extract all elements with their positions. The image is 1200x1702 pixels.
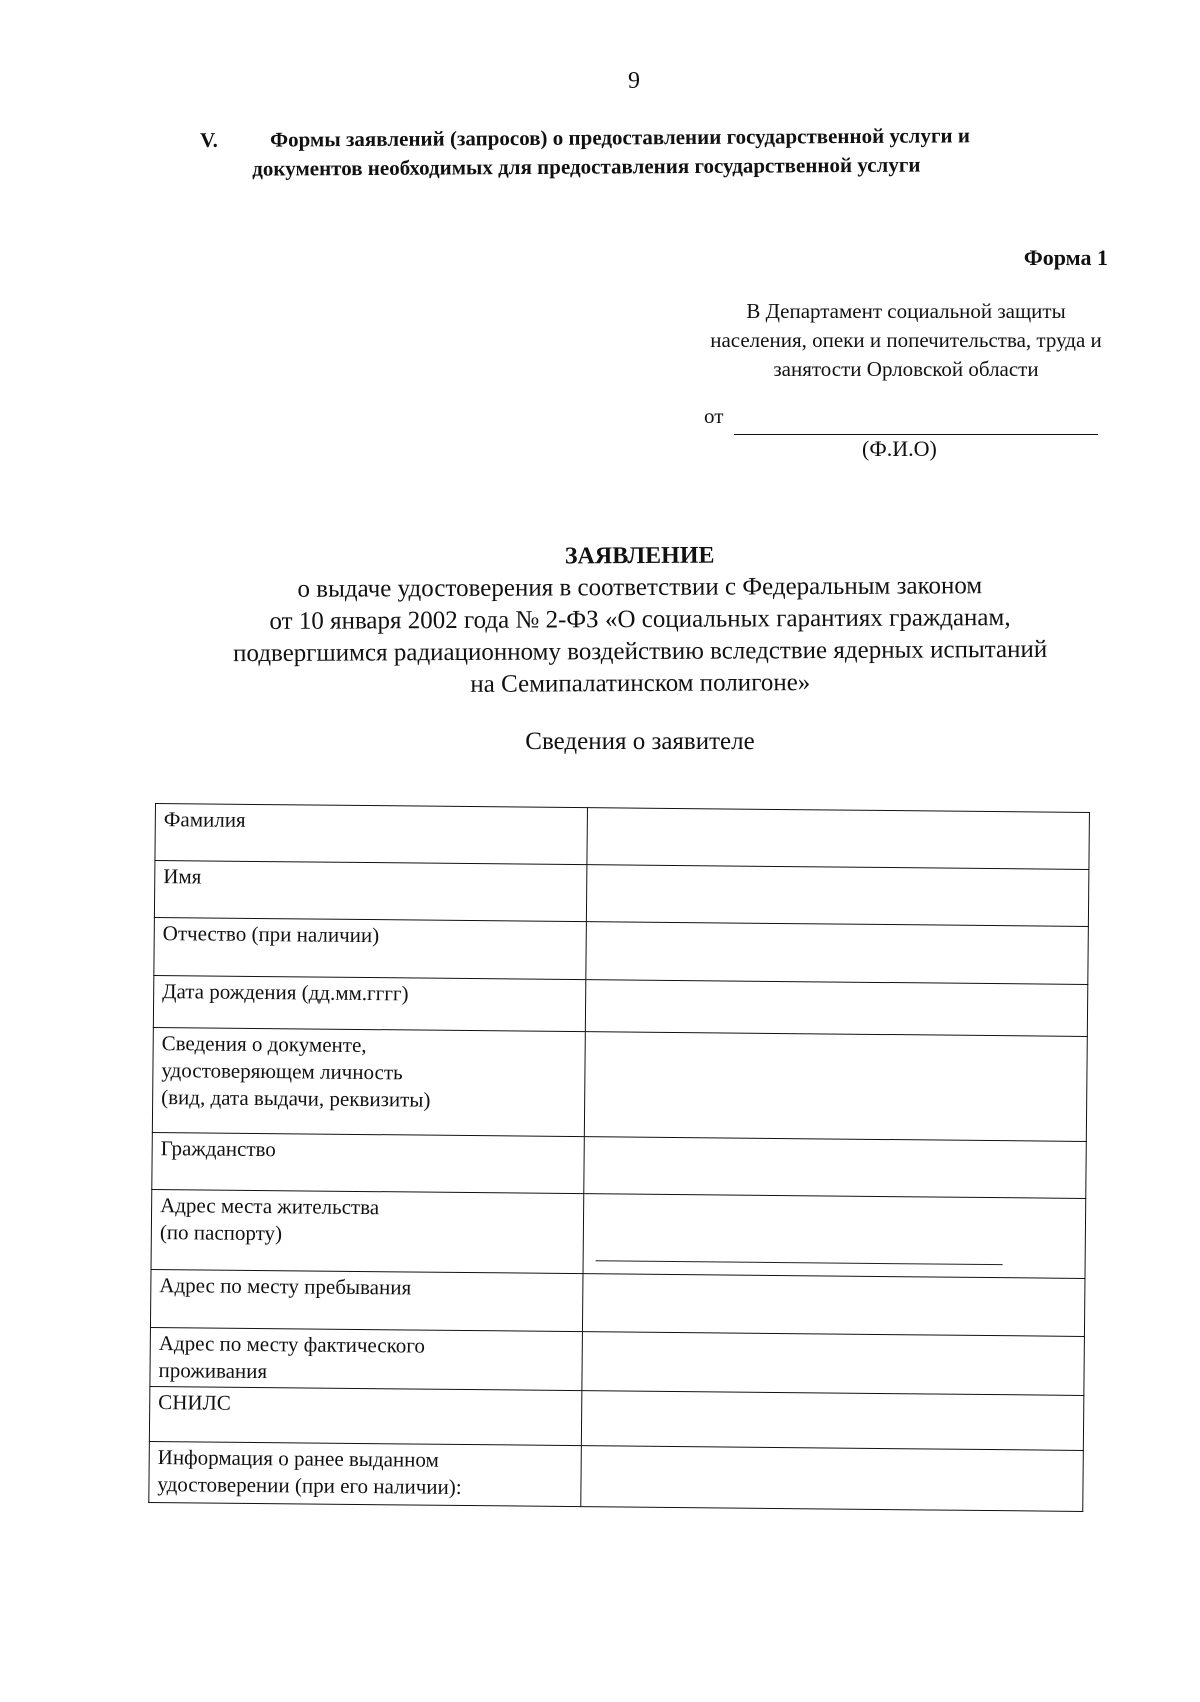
registration-address-label xyxy=(151,1189,584,1273)
birth-date-label: Дата рождения (дд.мм.гггг) xyxy=(153,975,585,1031)
identity-document-label-line-3: (вид, дата выдачи, реквизиты) xyxy=(161,1085,431,1112)
identity-document-field[interactable] xyxy=(584,1032,1087,1142)
actual-address-label-line-1: Адрес по месту фактического xyxy=(158,1331,426,1358)
previous-certificate-label-line-1: Информация о ранее выданном xyxy=(157,1445,439,1472)
actual-address-label xyxy=(150,1327,583,1390)
document-title xyxy=(140,537,1141,702)
table-row xyxy=(149,1386,1083,1450)
registration-address-field[interactable] xyxy=(583,1194,1086,1279)
section-title-line-2: документов необходимых для предоставления государственной услуги xyxy=(252,152,921,181)
title-line-2: от 10 января 2002 года № 2-ФЗ «О социальных гарантиях гражданам, xyxy=(269,604,1011,635)
surname-label: Фамилия xyxy=(155,804,588,865)
citizenship-label: Гражданство xyxy=(152,1132,585,1193)
snils-field[interactable] xyxy=(581,1391,1084,1451)
title-line-3: подвергшимся радиационному воздействию вследствие ядерных испытаний xyxy=(233,635,1048,668)
table-row xyxy=(154,861,1089,927)
table-row xyxy=(152,1027,1087,1141)
fio-caption: (Ф.И.О) xyxy=(862,436,937,461)
table-row xyxy=(154,917,1089,984)
registration-address-underline xyxy=(596,1260,1003,1265)
applicant-table xyxy=(148,803,1090,1512)
title-heading: ЗАЯВЛЕНИЕ xyxy=(564,542,715,570)
patronymic-label: Отчество (при наличии) xyxy=(154,917,587,979)
citizenship-field[interactable] xyxy=(584,1137,1087,1199)
table-row xyxy=(150,1327,1085,1395)
stay-address-label: Адрес по месту пребывания xyxy=(150,1269,583,1331)
section-title-line-1: Формы заявлений (запросов) о предоставлении государственной услуги и xyxy=(270,123,970,152)
registration-address-label-line-2: (по паспорту) xyxy=(159,1220,283,1246)
previous-certificate-label-line-2: удостоверении (при его наличии): xyxy=(157,1472,462,1499)
identity-document-label xyxy=(152,1027,585,1136)
surname-field[interactable] xyxy=(587,808,1090,870)
registration-address-label-line-1: Адрес места жительства xyxy=(160,1193,380,1220)
form-label: Форма 1 xyxy=(1023,245,1108,270)
table-row xyxy=(155,804,1090,870)
actual-address-field[interactable] xyxy=(582,1332,1085,1396)
table-row xyxy=(152,1132,1087,1198)
previous-certificate-field[interactable] xyxy=(581,1446,1084,1512)
title-line-1: о выдаче удостоверения в соответствии с Федеральным законом xyxy=(297,572,983,603)
actual-address-label-line-2: проживания xyxy=(158,1358,268,1384)
addressee-line-1: В Департамент социальной защиты xyxy=(746,299,1066,323)
from-prefix: от xyxy=(704,404,724,428)
addressee-line-3: занятости Орловской области xyxy=(773,357,1039,381)
table-row xyxy=(151,1189,1086,1278)
previous-certificate-label xyxy=(149,1441,582,1506)
birth-date-field[interactable] xyxy=(585,980,1087,1037)
title-line-4: на Семипалатинском полигоне» xyxy=(470,669,811,698)
first-name-label: Имя xyxy=(154,861,587,922)
table-row xyxy=(153,975,1087,1036)
page-number: 9 xyxy=(628,68,640,94)
table-row xyxy=(150,1269,1085,1336)
identity-document-label-line-2: удостоверяющем личность xyxy=(161,1058,403,1085)
section-numeral: V. xyxy=(200,127,218,152)
snils-label: СНИЛС xyxy=(149,1386,582,1445)
table-row xyxy=(149,1441,1084,1511)
first-name-field[interactable] xyxy=(586,865,1089,927)
stay-address-field[interactable] xyxy=(582,1274,1085,1337)
applicant-section-heading: Сведения о заявителе xyxy=(525,728,755,755)
patronymic-field[interactable] xyxy=(586,922,1089,985)
identity-document-label-line-1: Сведения о документе, xyxy=(161,1031,367,1058)
section-heading xyxy=(200,121,1100,184)
applicant-name-field[interactable] xyxy=(734,434,1098,435)
addressee-line-2: населения, опеки и попечительства, труда и xyxy=(710,328,1102,352)
addressee-block xyxy=(666,297,1146,384)
